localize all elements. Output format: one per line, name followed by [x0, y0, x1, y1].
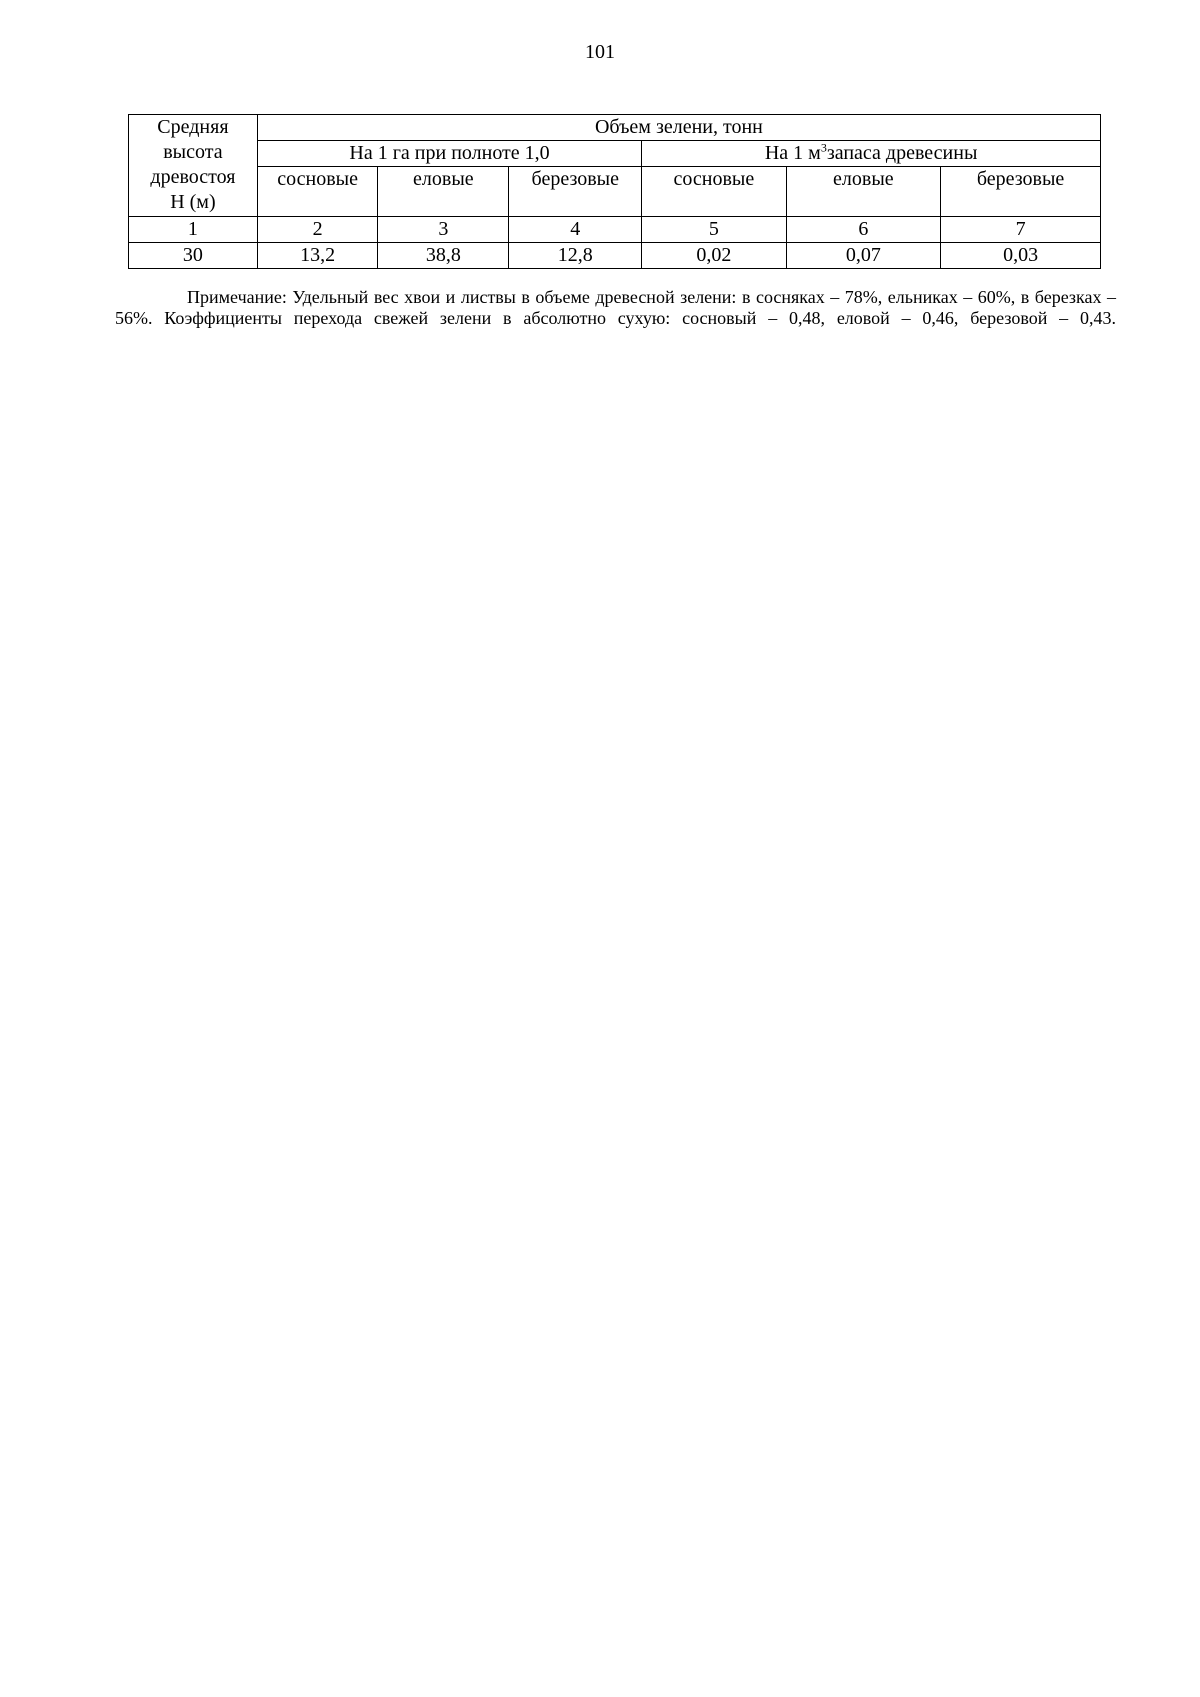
species-header-cell: сосновые — [257, 167, 378, 217]
height-header-line: H (м) — [170, 191, 216, 213]
table-row — [129, 243, 1101, 269]
height-header-line: Средняя — [157, 116, 229, 138]
species-header-cell: березовые — [509, 167, 642, 217]
column-number-cell: 5 — [642, 217, 786, 243]
column-number-row — [129, 217, 1101, 243]
volume-header-cell: Объем зелени, тонн — [257, 115, 1100, 141]
height-header-cell — [129, 115, 258, 217]
page-number: 101 — [585, 41, 615, 63]
species-header-cell: еловые — [786, 167, 941, 217]
height-header-line: древостоя — [150, 166, 236, 188]
table-cell: 0,03 — [941, 243, 1101, 269]
column-number-cell: 1 — [129, 217, 258, 243]
species-header-row — [129, 167, 1101, 217]
species-header-cell: березовые — [941, 167, 1101, 217]
green-volume-table — [128, 114, 1101, 269]
species-header-cell: сосновые — [642, 167, 786, 217]
per-m3-header-post: запаса древесины — [826, 142, 978, 164]
table-cell: 30 — [129, 243, 258, 269]
table-cell: 38,8 — [378, 243, 509, 269]
header-row-2 — [129, 141, 1101, 167]
column-number-cell: 2 — [257, 217, 378, 243]
column-number-cell: 4 — [509, 217, 642, 243]
table-cell: 13,2 — [257, 243, 378, 269]
column-number-cell: 3 — [378, 217, 509, 243]
column-number-cell: 7 — [941, 217, 1101, 243]
table-cell: 0,07 — [786, 243, 941, 269]
species-header-cell: еловые — [378, 167, 509, 217]
header-row-1 — [129, 115, 1101, 141]
table-note: Примечание: Удельный вес хвои и листвы в объеме древесной зелени: в сосняках – 78%, ельниках – 60%, в березках – 56%. Коэффициенты перехода свежей зелени в абсолютно сухую: сосновый – 0,48, еловой – 0,46, березовой – 0,43. — [115, 287, 1116, 328]
per-m3-header-cell — [642, 141, 1101, 167]
per-hectare-header-cell: На 1 га при полноте 1,0 — [257, 141, 641, 167]
height-header-line: высота — [163, 141, 223, 163]
table-cell: 0,02 — [642, 243, 786, 269]
table-cell: 12,8 — [509, 243, 642, 269]
column-number-cell: 6 — [786, 217, 941, 243]
per-m3-header-superscript: 3 — [820, 140, 827, 155]
per-m3-header-pre: На 1 м — [764, 142, 821, 164]
